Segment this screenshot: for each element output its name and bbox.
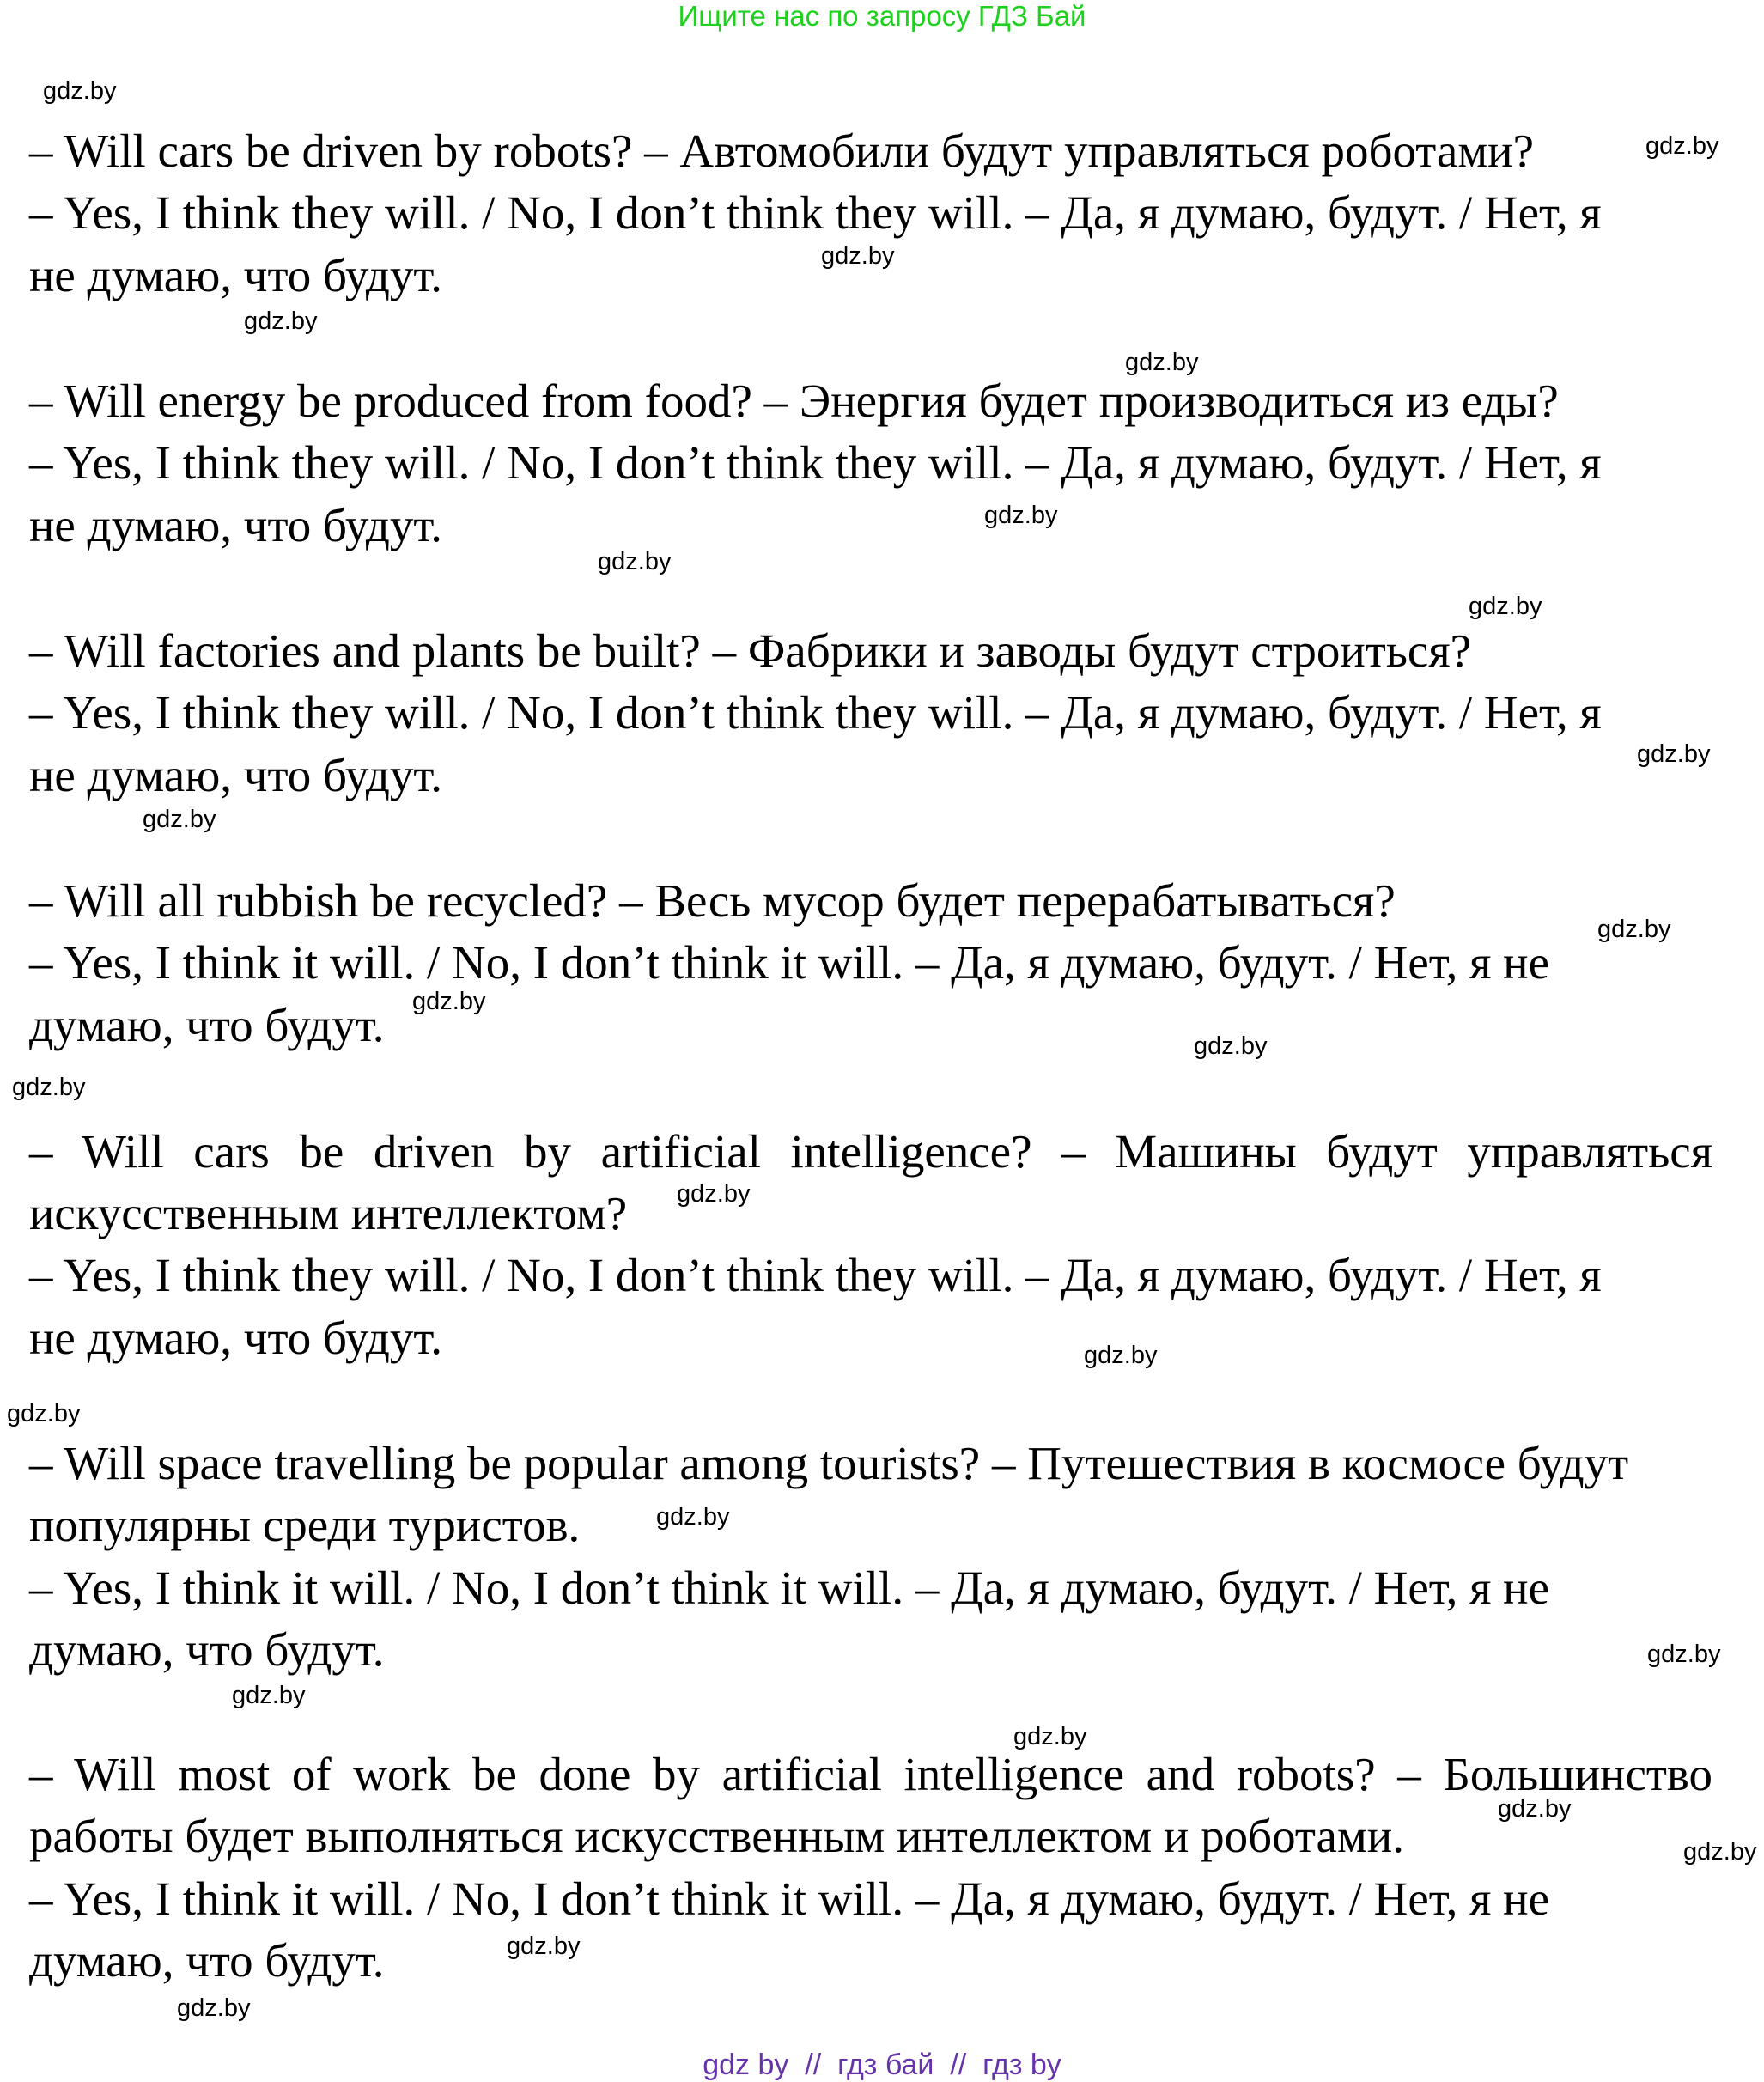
question-line-continued: искусственным интеллектом? <box>29 1187 628 1239</box>
question-line-continued: работы будет выполняться искусственным интеллектом и роботами. <box>29 1810 1404 1862</box>
answer-line-continued: не думаю, что будут. <box>29 749 443 801</box>
answer-line-continued: не думаю, что будут. <box>29 249 443 301</box>
watermark: gdz.by <box>598 548 672 575</box>
watermark: gdz.by <box>984 502 1058 529</box>
answer-line: – Yes, I think they will. / No, I don’t think they will. – Да, я думаю, будут. / Нет, я <box>29 686 1602 739</box>
watermark: gdz.by <box>677 1180 751 1208</box>
question-line: – Will cars be driven by artificial intelligence? – Машины будут управляться <box>29 1125 1712 1178</box>
watermark: gdz.by <box>177 1994 251 2022</box>
watermark: gdz.by <box>507 1933 581 1960</box>
watermark: gdz.by <box>1637 740 1711 768</box>
answer-line-continued: думаю, что будут. <box>29 1934 385 1987</box>
question-line: – Will cars be driven by robots? – Автомобили будут управляться роботами? <box>29 125 1534 177</box>
watermark: gdz.by <box>412 988 486 1015</box>
question-line-continued: популярны среди туристов. <box>29 1499 581 1551</box>
question-line: – Will most of work be done by artificial intelligence and robots? – Большинство <box>29 1748 1712 1800</box>
answer-line-continued: думаю, что будут. <box>29 999 385 1051</box>
answer-line: – Yes, I think they will. / No, I don’t think they will. – Да, я думаю, будут. / Нет, я <box>29 436 1602 489</box>
watermark: gdz.by <box>7 1400 81 1428</box>
watermark: gdz.by <box>244 307 318 335</box>
answer-line: – Yes, I think they will. / No, I don’t think they will. – Да, я думаю, будут. / Нет, я <box>29 186 1602 239</box>
watermark: gdz.by <box>1498 1795 1572 1823</box>
answer-line-continued: думаю, что будут. <box>29 1623 385 1676</box>
watermark: gdz.by <box>821 242 895 270</box>
answer-line: – Yes, I think it will. / No, I don’t think it will. – Да, я думаю, будут. / Нет, я не <box>29 1872 1550 1925</box>
watermark: gdz.by <box>232 1682 306 1709</box>
watermark: gdz.by <box>1597 916 1671 943</box>
watermark: gdz.by <box>1469 593 1542 620</box>
answer-line-continued: не думаю, что будут. <box>29 499 443 551</box>
watermark: gdz.by <box>656 1503 730 1531</box>
answer-line: – Yes, I think it will. / No, I don’t think it will. – Да, я думаю, будут. / Нет, я не <box>29 1562 1550 1614</box>
question-line: – Will space travelling be popular among tourists? – Путешествия в космосе будут <box>29 1437 1629 1489</box>
watermark: gdz.by <box>1683 1838 1757 1866</box>
question-line: – Will all rubbish be recycled? – Весь мусор будет перерабатываться? <box>29 874 1396 927</box>
search-banner: Ищите нас по запросу ГДЗ Бай <box>678 0 1086 32</box>
answer-line: – Yes, I think it will. / No, I don’t think it will. – Да, я думаю, будут. / Нет, я не <box>29 936 1550 989</box>
watermark: gdz.by <box>1125 349 1199 376</box>
watermark: gdz.by <box>1194 1032 1268 1060</box>
watermark: gdz.by <box>1084 1342 1158 1369</box>
watermark: gdz.by <box>1647 1641 1721 1668</box>
question-line: – Will energy be produced from food? – Энергия будет производиться из еды? <box>29 374 1559 427</box>
answer-line-continued: не думаю, что будут. <box>29 1312 443 1364</box>
question-line: – Will factories and plants be built? – Фабрики и заводы будут строиться? <box>29 624 1472 677</box>
watermark: gdz.by <box>1013 1723 1087 1750</box>
watermark: gdz.by <box>43 77 117 105</box>
watermark: gdz.by <box>143 806 216 833</box>
watermark: gdz.by <box>12 1074 86 1101</box>
answer-line: – Yes, I think they will. / No, I don’t think they will. – Да, я думаю, будут. / Нет, я <box>29 1249 1602 1301</box>
watermark: gdz.by <box>1645 132 1719 160</box>
footer-links: gdz by // гдз бай // гдз by <box>703 2049 1061 2081</box>
